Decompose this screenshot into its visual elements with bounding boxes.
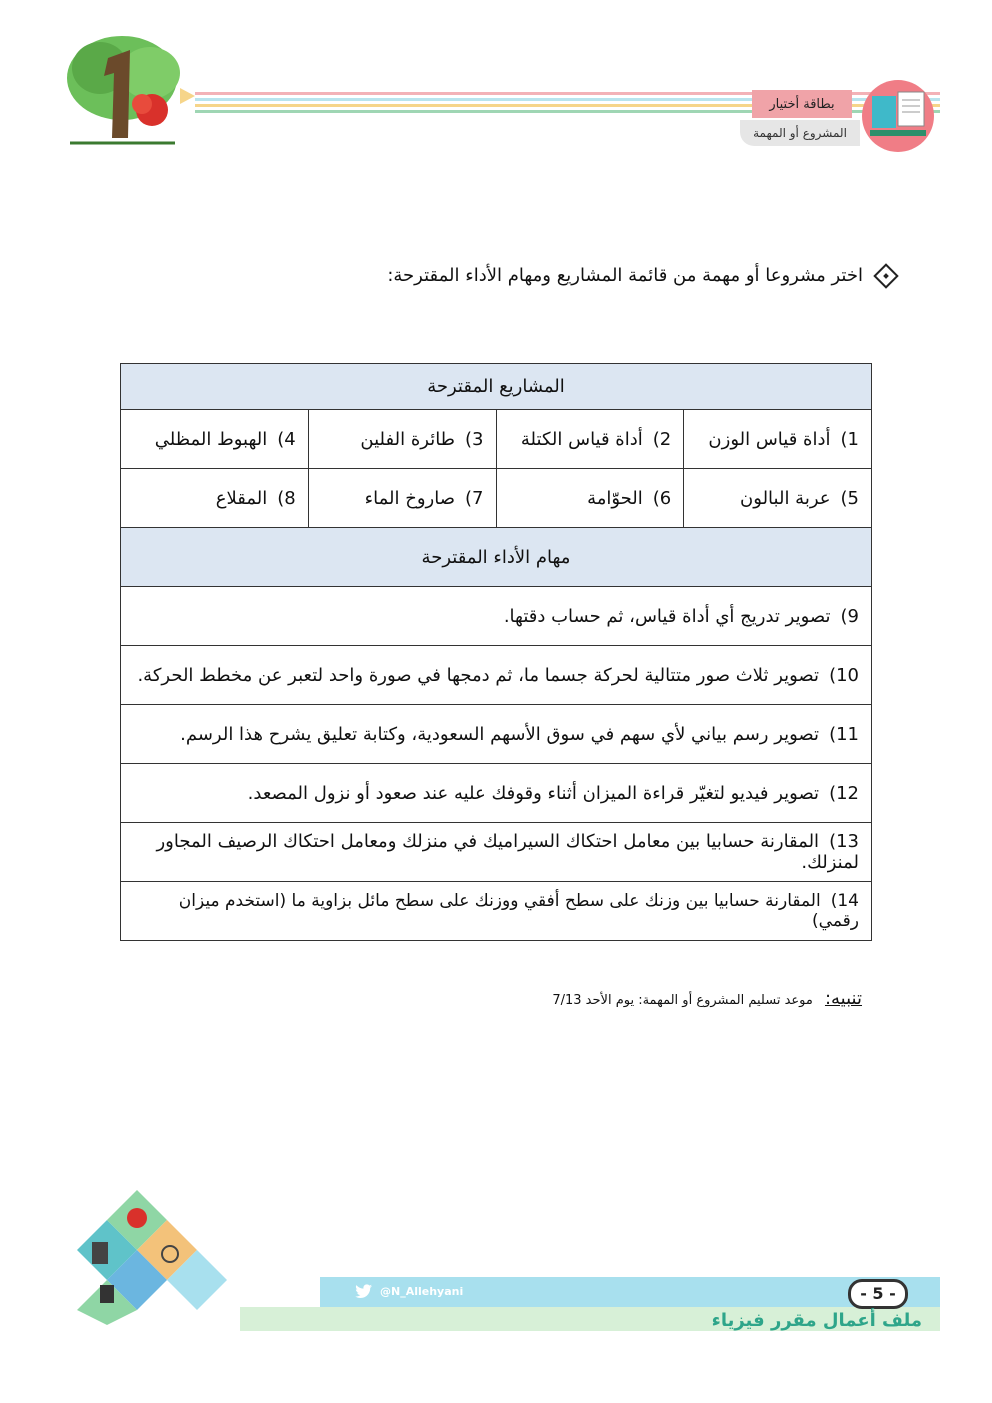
project-item: 3)طائرة الفلين (308, 410, 496, 469)
instruction (300, 265, 895, 286)
card-title: بطاقة أختيار (752, 90, 852, 118)
project-item: 5)عربة البالون (684, 469, 872, 528)
project-item: 2)أداة قياس الكتلة (496, 410, 684, 469)
project-item: 1)أداة قياس الوزن (684, 410, 872, 469)
tree-logo-icon (60, 28, 200, 153)
tasks-heading: مهام الأداء المقترحة (121, 528, 872, 587)
projects-heading: المشاريع المقترحة (121, 364, 872, 410)
task-item: 11)تصوير رسم بياني لأي سهم في سوق الأسهم السعودية، وكتابة تعليق يشرح هذا الرسم. (121, 705, 872, 764)
twitter-bird-icon (355, 1284, 373, 1298)
project-item: 6)الحوّامة (496, 469, 684, 528)
book-icon (860, 78, 936, 154)
deadline-note (460, 988, 862, 1009)
science-icons-cluster (62, 1190, 240, 1325)
twitter-handle: @N_Allehyani (380, 1285, 464, 1298)
task-item: 12)تصوير فيديو لتغيّر قراءة الميزان أثناء وقوفك عليه عند صعود أو نزول المصعد. (121, 764, 872, 823)
note-text: موعد تسليم المشروع أو المهمة: يوم الأحد 7/13 (552, 993, 813, 1008)
card-subtitle: المشروع أو المهمة (740, 120, 860, 146)
project-item: 7)صاروخ الماء (308, 469, 496, 528)
task-item: 9)تصوير تدريج أي أداة قياس، ثم حساب دقتها. (121, 587, 872, 646)
instruction-text: اختر مشروعا أو مهمة من قائمة المشاريع ومهام الأداء المقترحة: (387, 265, 863, 286)
task-item: 14)المقارنة حسابيا بين وزنك على سطح أفقي ووزنك على سطح مائل بزاوية ما (استخدم ميزان رقمي) (121, 882, 872, 941)
page-number: - 5 - (848, 1279, 908, 1309)
projects-table (120, 363, 872, 941)
footer-title: ملف أعمال مقرر فيزياء (711, 1310, 922, 1331)
project-item: 4)الهبوط المظلي (121, 410, 309, 469)
task-item: 13)المقارنة حسابيا بين معامل احتكاك السيراميك في منزلك ومعامل احتكاك الرصيف المجاور لمنزلك. (121, 823, 872, 882)
task-item: 10)تصوير ثلاث صور متتالية لحركة جسما ما، ثم دمجها في صورة واحد لتعبر عن مخطط الحركة. (121, 646, 872, 705)
diamond-bullet-icon (873, 263, 898, 288)
project-item: 8)المقلاع (121, 469, 309, 528)
note-label: تنبيه: (824, 988, 862, 1009)
